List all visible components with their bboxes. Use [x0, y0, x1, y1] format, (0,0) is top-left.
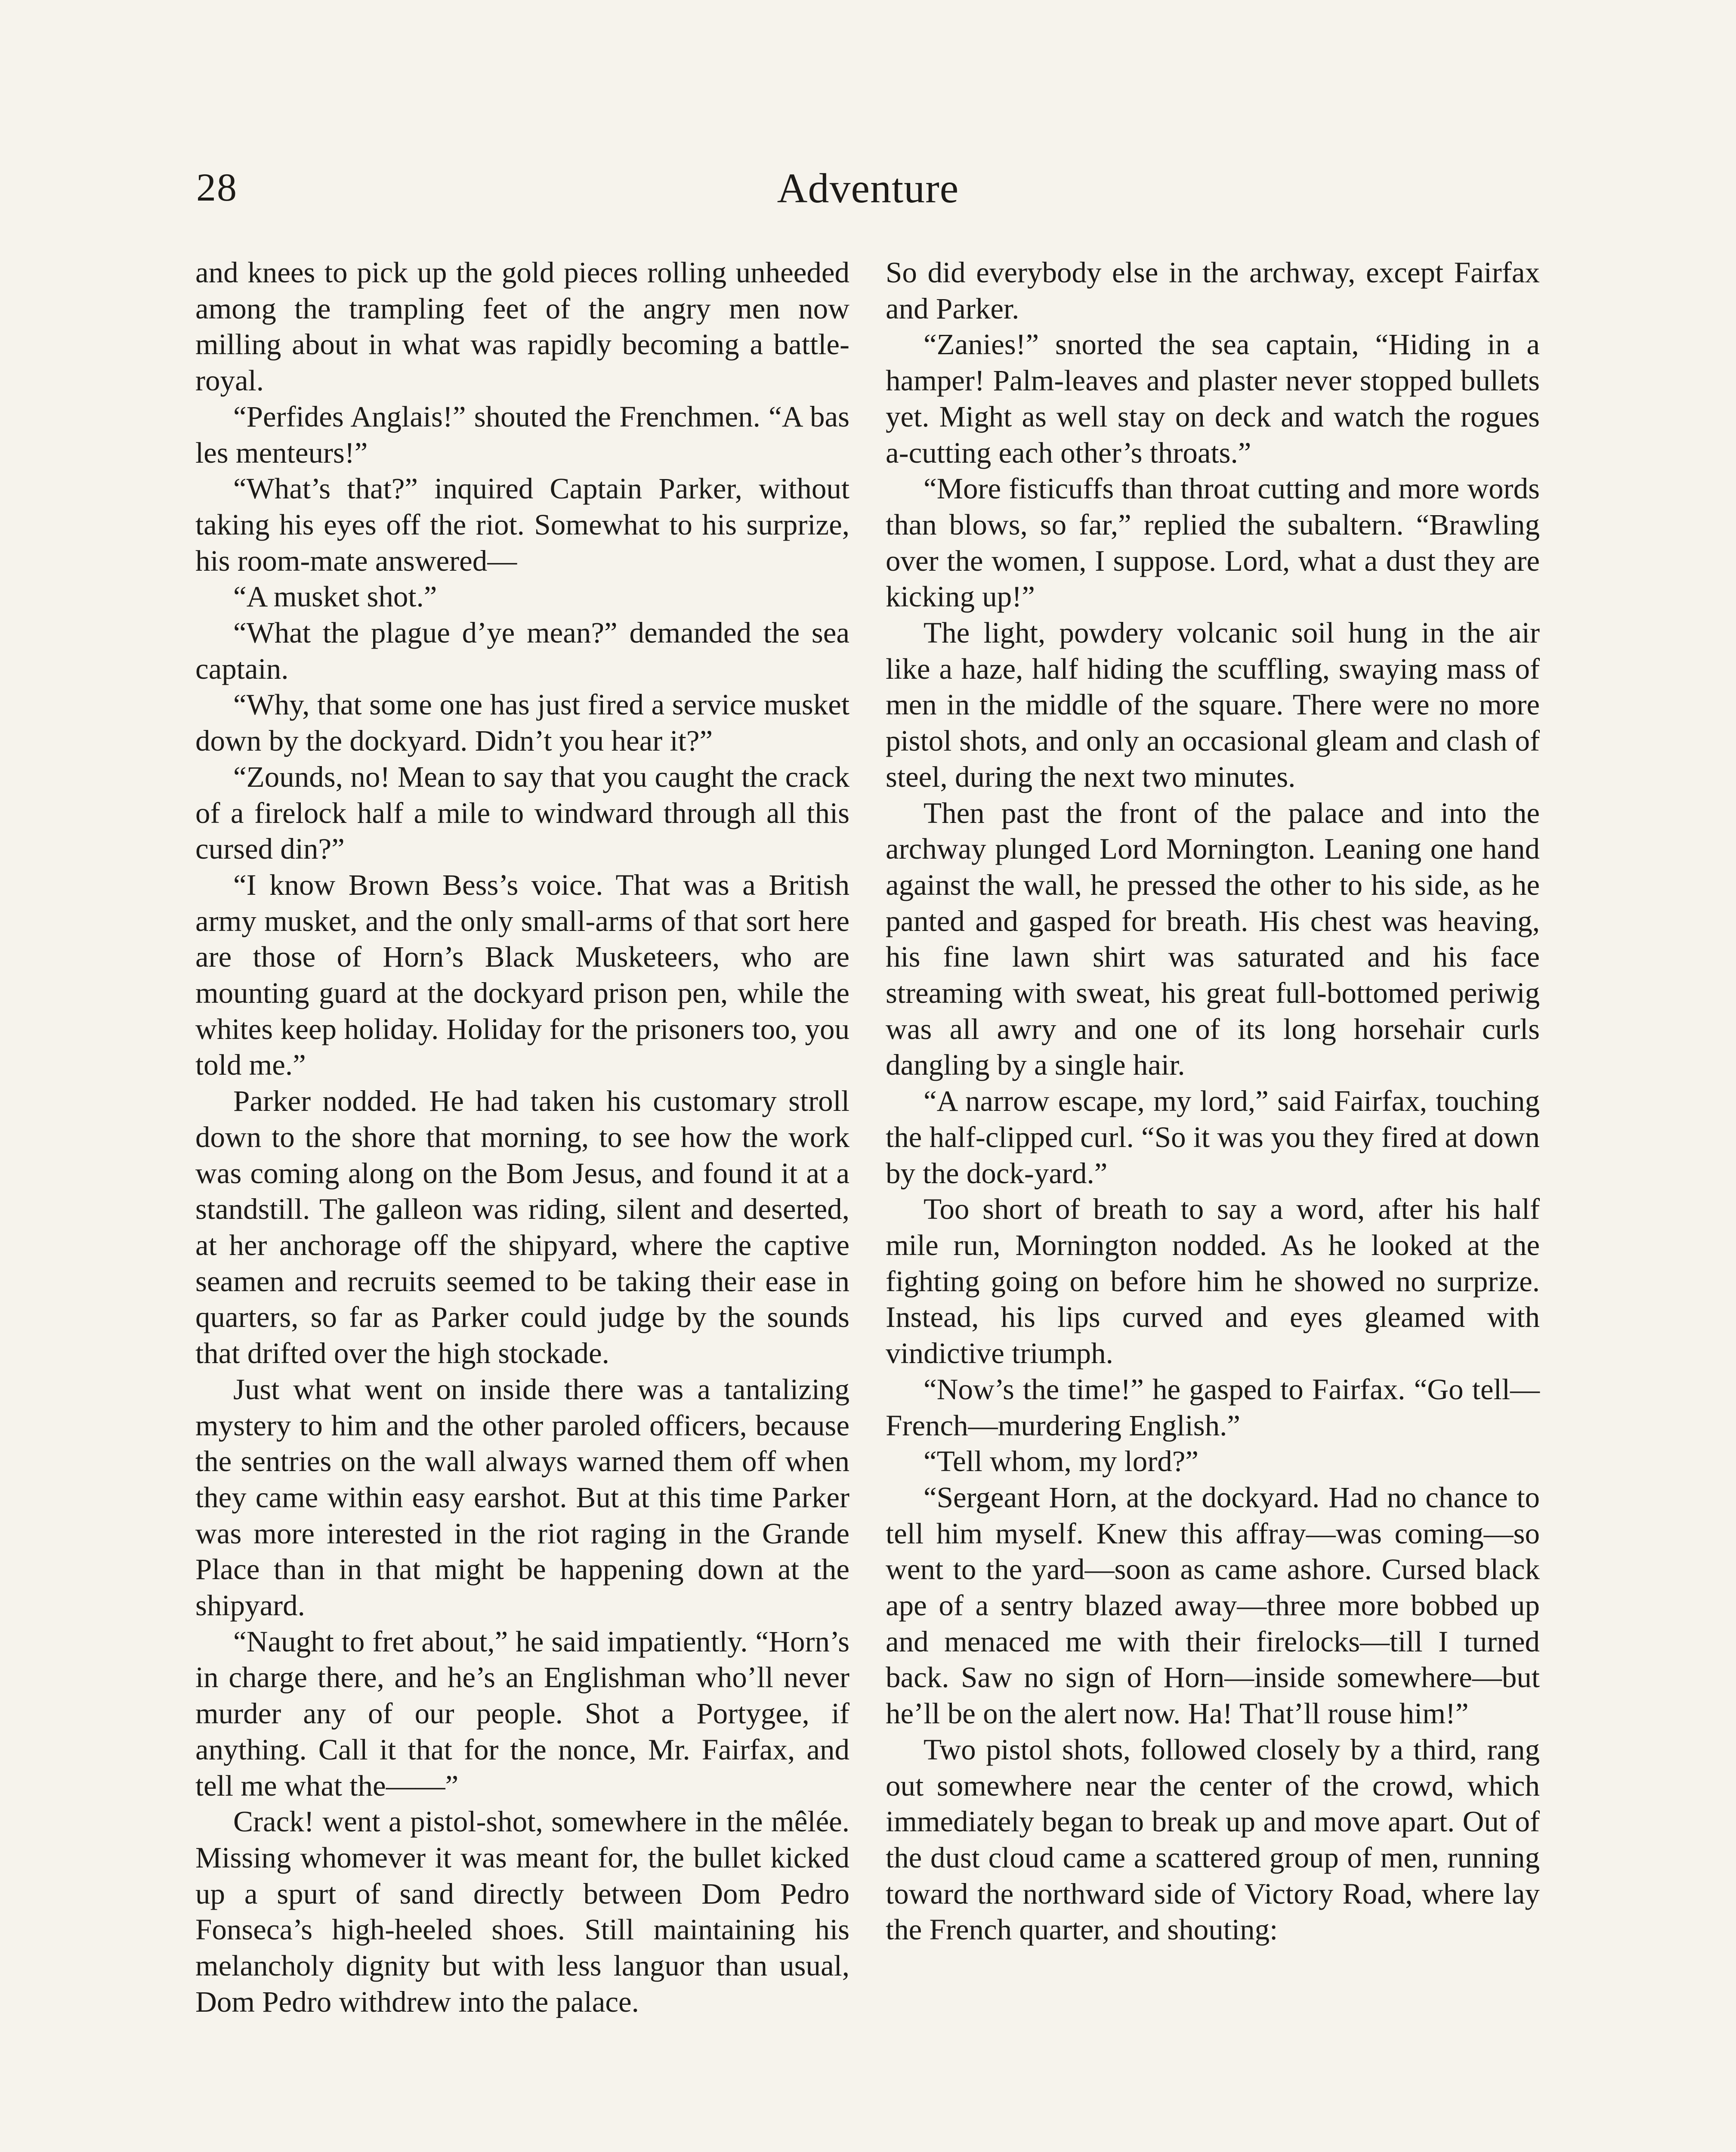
paragraph: Then past the front of the palace and into the archway plunged Lord Mornington. Leaning one hand against the wall, he pressed the other to his side, as he panted and gasped for breath. His chest was heaving, his fine lawn shirt was saturated and his face streaming with sweat, his great full-bottomed periwig was all awry and one of its long horsehair curls dangling by a single hair.: [886, 796, 1540, 1082]
paragraph: “A narrow escape, my lord,” said Fairfax, touching the half-clipped curl. “So it was you they fired at down by the dock-yard.”: [886, 1085, 1540, 1190]
paragraph: Crack! went a pistol-shot, somewhere in the mêlée. Missing whomever it was meant for, the bullet kicked up a spurt of sand directly between Dom Pedro Fonseca’s high-heeled shoes. Still maintaining his melancholy dignity but with less languor than usual, Dom Pedro withdrew into the palace.: [195, 1805, 849, 2018]
paragraph: “What the plague d’ye mean?” demanded the sea captain.: [195, 616, 849, 685]
paragraph: “Zounds, no! Mean to say that you caught the crack of a firelock half a mile to windward through all this cursed din?”: [195, 760, 849, 866]
paragraph: Too short of breath to say a word, after his half mile run, Mornington nodded. As he looked at the fighting going on before him he showed no surprize. Instead, his lips curved and eyes gleamed with vindictive triumph.: [886, 1193, 1540, 1370]
paragraph: “A musket shot.”: [233, 580, 437, 613]
left-column: [195, 255, 849, 2020]
paragraph: Parker nodded. He had taken his customary stroll down to the shore that morning, to see how the work was coming along on the Bom Jesus, and found it at a standstill. The galleon was riding, silent and deserted, at her anchorage off the shipyard, where the captive seamen and recruits seemed to be taking their ease in quarters, so far as Parker could judge by the sounds that drifted over the high stockade.: [195, 1085, 849, 1370]
page-number: 28: [196, 165, 238, 209]
paragraph: So did everybody else in the archway, except Fairfax and Parker.: [886, 256, 1540, 325]
paragraph: “I know Brown Bess’s voice. That was a British army musket, and the only small-arms of that sort here are those of Horn’s Black Musketeers, who are mounting guard at the dockyard prison pen, while the whites keep holiday. Holiday for the prisoners too, you told me.”: [195, 868, 849, 1082]
paragraph: “Sergeant Horn, at the dockyard. Had no chance to tell him myself. Knew this affray—was coming—so went to the yard—soon as came ashore. Cursed black ape of a sentry blazed away—three more bobbed up and menaced me with their firelocks—till I turned back. Saw no sign of Horn—inside somewhere—but he’ll be on the alert now. Ha! That’ll rouse him!”: [886, 1481, 1540, 1730]
paragraph: “Tell whom, my lord?”: [924, 1445, 1199, 1478]
paragraph: Just what went on inside there was a tantalizing mystery to him and the other paroled officers, because the sentries on the wall always warned them off when they came within easy earshot. But at this time Parker was more interested in the riot raging in the Grande Place than in that might be happening down at the shipyard.: [195, 1373, 849, 1622]
paragraph: Two pistol shots, followed closely by a third, rang out somewhere near the center of the crowd, which immediately began to break up and move apart. Out of the dust cloud came a scattered group of men, running toward the northward side of Victory Road, where lay the French quarter, and shouting:: [886, 1733, 1540, 1946]
paragraph: “Perfides Anglais!” shouted the Frenchmen. “A bas les menteurs!”: [195, 400, 849, 469]
right-column: [886, 255, 1540, 1948]
paragraph: “Naught to fret about,” he said impatiently. “Horn’s in charge there, and he’s an Englishman who’ll never murder any of our people. Shot a Portygee, if anything. Call it that for the nonce, Mr. Fairfax, and tell me what the——”: [195, 1625, 849, 1802]
running-title: Adventure: [777, 165, 959, 212]
paragraph: The light, powdery volcanic soil hung in the air like a haze, half hiding the scuffling, swaying mass of men in the middle of the square. There were no more pistol shots, and only an occasional gleam and clash of steel, during the next two minutes.: [886, 616, 1540, 793]
paragraph: “Zanies!” snorted the sea captain, “Hiding in a hamper! Palm-leaves and plaster never stopped bullets yet. Might as well stay on deck and watch the rogues a-cutting each other’s throats.”: [886, 328, 1540, 469]
paragraph: “More fisticuffs than throat cutting and more words than blows, so far,” replied the subaltern. “Brawling over the women, I suppose. Lord, what a dust they are kicking up!”: [886, 472, 1540, 613]
paragraph: “What’s that?” inquired Captain Parker, without taking his eyes off the riot. Somewhat to his surprize, his room-mate answered—: [195, 472, 849, 577]
paragraph: “Now’s the time!” he gasped to Fairfax. “Go tell—French—murdering English.”: [886, 1373, 1540, 1442]
paragraph: “Why, that some one has just fired a service musket down by the dockyard. Didn’t you hear it?”: [195, 688, 849, 758]
paragraph: and knees to pick up the gold pieces rolling unheeded among the trampling feet of the angry men now milling about in what was rapidly becoming a battle-royal.: [195, 256, 849, 397]
page-header: [0, 160, 1736, 220]
